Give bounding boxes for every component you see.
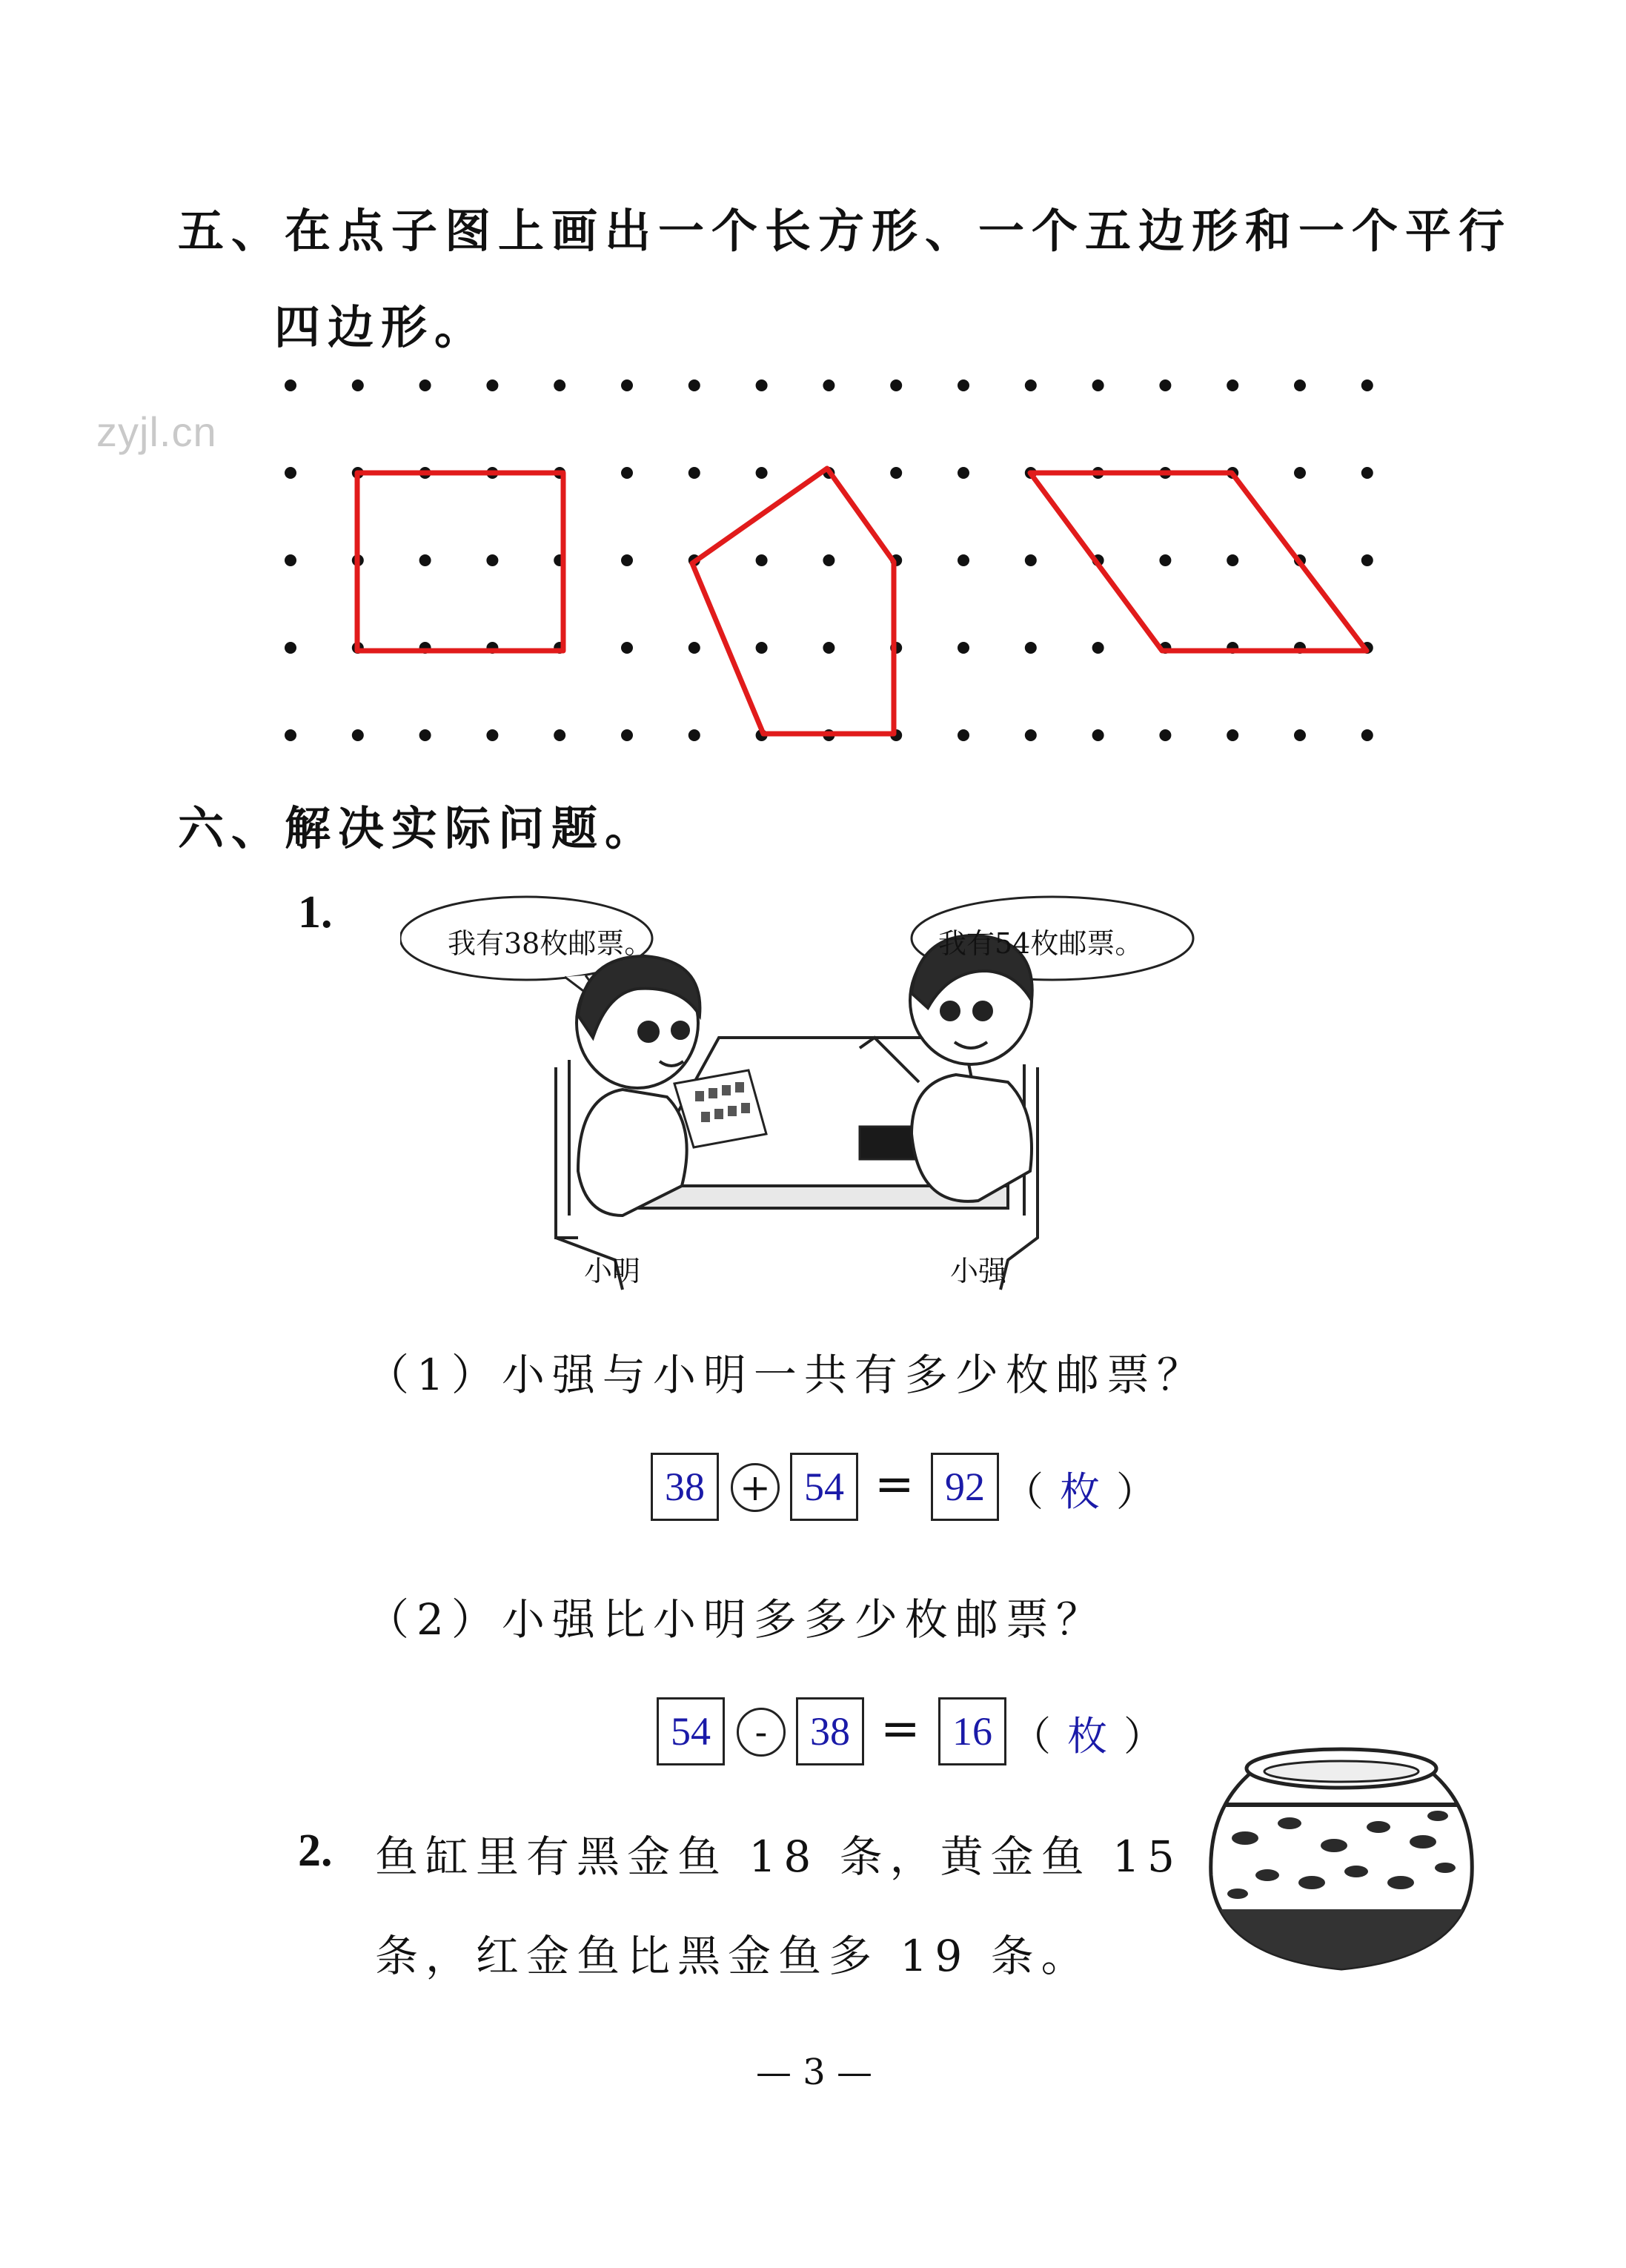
question1-text: （1）小强与小明一共有多少枚邮票？ bbox=[366, 1350, 1207, 1400]
grid-dot bbox=[1025, 379, 1037, 391]
grid-dot bbox=[1294, 729, 1306, 741]
q1-unit bbox=[1003, 1460, 1156, 1517]
q1-unit-close: ） bbox=[1116, 1468, 1156, 1515]
grid-dot bbox=[1227, 729, 1238, 741]
grid-dot bbox=[1159, 379, 1171, 391]
grid-dot bbox=[1227, 554, 1238, 566]
grid-dot bbox=[285, 554, 296, 566]
q1-unit-open: （ bbox=[1003, 1468, 1043, 1515]
grid-dot bbox=[823, 379, 834, 391]
name-right: 小强 bbox=[950, 1255, 1007, 1287]
grid-dot bbox=[419, 379, 431, 391]
grid-dot bbox=[688, 379, 700, 391]
q1-unit-text: 枚 bbox=[1060, 1468, 1100, 1515]
grid-dot bbox=[1361, 379, 1373, 391]
problem2-line1: 鱼缸里有黑金鱼 18 条，黄金鱼 15 bbox=[375, 1831, 1182, 1882]
section5-heading-line1: 五、在点子图上画出一个长方形、一个五边形和一个平行 bbox=[178, 204, 1513, 258]
q1-operand-a: 38 bbox=[651, 1453, 719, 1521]
q2-operand-b: 38 bbox=[796, 1697, 864, 1765]
fishbowl-image bbox=[1201, 1734, 1482, 1986]
problem2-line2: 条，红金鱼比黑金鱼多 19 条。 bbox=[375, 1931, 1092, 1981]
parallelogram-shape bbox=[1030, 473, 1367, 651]
grid-dot bbox=[486, 729, 498, 741]
watermark: zyjl.cn bbox=[96, 408, 217, 455]
q2-unit-open: （ bbox=[1011, 1713, 1051, 1760]
q1-equals: = bbox=[875, 1457, 915, 1512]
speech-left-text: 我有38枚邮票。 bbox=[448, 927, 653, 960]
grid-dot bbox=[688, 467, 700, 479]
grid-dot bbox=[486, 554, 498, 566]
q2-unit-text: 枚 bbox=[1067, 1713, 1107, 1760]
grid-dot bbox=[823, 642, 834, 654]
section6-heading: 六、解决实际问题。 bbox=[178, 801, 659, 855]
q1-result: 92 bbox=[931, 1453, 999, 1521]
grid-dot bbox=[1025, 729, 1037, 741]
grid-dot bbox=[554, 729, 565, 741]
grid-dot bbox=[1025, 554, 1037, 566]
grid-dot bbox=[419, 554, 431, 566]
grid-dot bbox=[756, 642, 768, 654]
grid-dot bbox=[419, 729, 431, 741]
grid-dot bbox=[1159, 729, 1171, 741]
grid-dot bbox=[958, 467, 969, 479]
grid-dot bbox=[285, 729, 296, 741]
dot-grid-dots bbox=[285, 379, 1373, 741]
grid-dot bbox=[958, 379, 969, 391]
grid-dot bbox=[1092, 642, 1104, 654]
grid-dot bbox=[1092, 729, 1104, 741]
dot-grid-figure bbox=[267, 363, 1393, 763]
speech-right-text: 我有54枚邮票。 bbox=[938, 927, 1144, 960]
grid-dot bbox=[958, 642, 969, 654]
grid-dot bbox=[958, 729, 969, 741]
q2-unit-close: ） bbox=[1124, 1713, 1164, 1760]
grid-dot bbox=[285, 467, 296, 479]
grid-dot bbox=[890, 467, 902, 479]
grid-dot bbox=[688, 729, 700, 741]
grid-dot bbox=[1361, 729, 1373, 741]
q2-equals: = bbox=[880, 1702, 920, 1757]
grid-dot bbox=[621, 554, 633, 566]
grid-dot bbox=[1227, 379, 1238, 391]
q2-result: 16 bbox=[938, 1697, 1006, 1765]
grid-dot bbox=[756, 379, 768, 391]
rectangle-shape bbox=[357, 473, 563, 651]
q2-unit bbox=[1011, 1705, 1164, 1762]
grid-dot bbox=[621, 379, 633, 391]
question2-text: （2）小强比小明多多少枚邮票？ bbox=[366, 1594, 1106, 1645]
grid-dot bbox=[1294, 379, 1306, 391]
pentagon-shape bbox=[692, 468, 894, 734]
grid-dot bbox=[1159, 554, 1171, 566]
grid-dot bbox=[486, 379, 498, 391]
grid-dot bbox=[890, 379, 902, 391]
grid-dot bbox=[352, 729, 364, 741]
q1-operand-b: 54 bbox=[790, 1453, 858, 1521]
q2-operator: - bbox=[737, 1708, 786, 1757]
grid-dot bbox=[621, 642, 633, 654]
page-number: — 3 — bbox=[756, 2052, 873, 2093]
grid-dot bbox=[958, 554, 969, 566]
grid-dot bbox=[688, 642, 700, 654]
grid-dot bbox=[1092, 379, 1104, 391]
grid-dot bbox=[756, 554, 768, 566]
grid-dot bbox=[1025, 642, 1037, 654]
grid-dot bbox=[554, 379, 565, 391]
grid-dot bbox=[352, 379, 364, 391]
problem1-number: 1. bbox=[298, 887, 333, 938]
section5-heading-line2: 四边形。 bbox=[274, 300, 488, 354]
name-left: 小明 bbox=[584, 1255, 641, 1287]
q1-operator: + bbox=[731, 1463, 780, 1512]
grid-dot bbox=[823, 554, 834, 566]
grid-dot bbox=[1294, 467, 1306, 479]
problem2-number: 2. bbox=[298, 1826, 333, 1876]
grid-dot bbox=[756, 467, 768, 479]
q2-operand-a: 54 bbox=[657, 1697, 725, 1765]
grid-dot bbox=[1361, 467, 1373, 479]
grid-dot bbox=[621, 467, 633, 479]
grid-dot bbox=[285, 379, 296, 391]
grid-dot bbox=[285, 642, 296, 654]
grid-dot bbox=[1361, 554, 1373, 566]
grid-dot bbox=[621, 729, 633, 741]
